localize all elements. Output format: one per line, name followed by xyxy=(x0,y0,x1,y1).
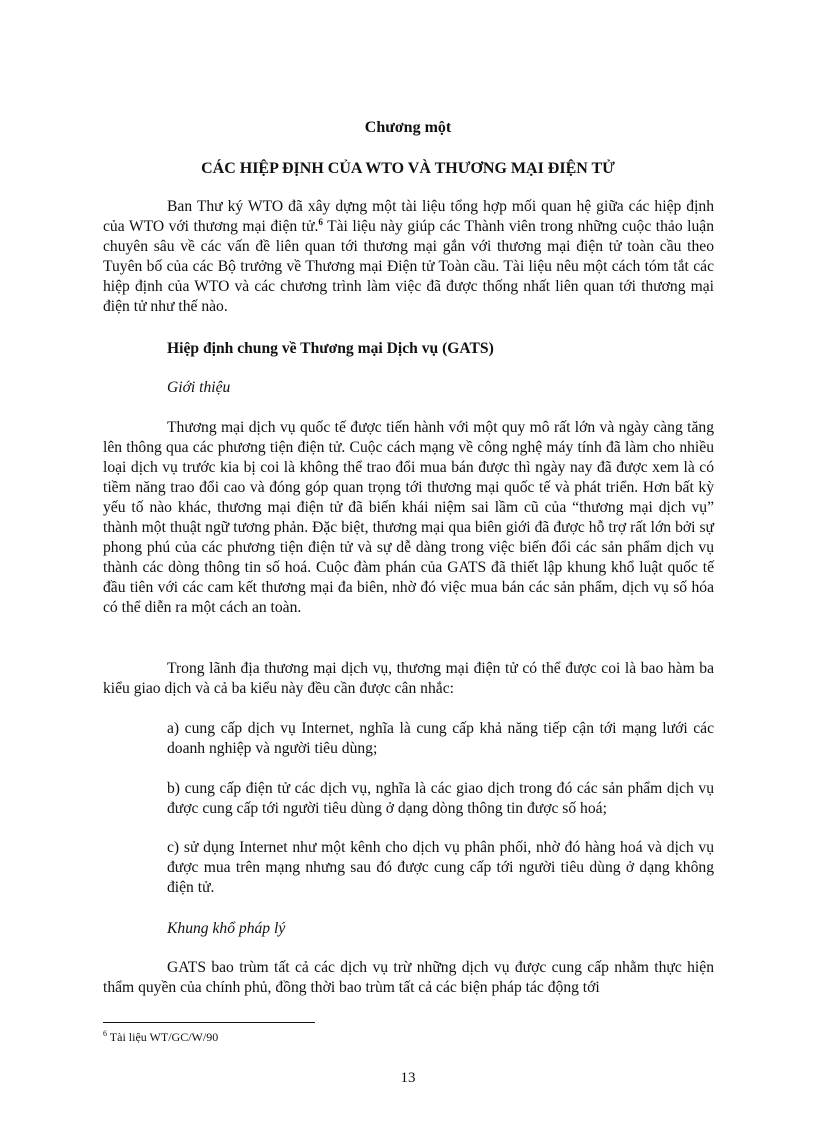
intro-paragraph xyxy=(103,197,714,317)
footnote-number: 6 xyxy=(103,1029,107,1038)
paragraph-legal-framework: GATS bao trùm tất cả các dịch vụ trừ những dịch vụ được cung cấp nhằm thực hiện thẩm quyền của chính phủ, đồng thời bao trùm tất cả các biện pháp tác động tới xyxy=(103,959,714,996)
section-heading-gats: Hiệp định chung về Thương mại Dịch vụ (GATS) xyxy=(167,340,494,357)
paragraph-services-trade: Thương mại dịch vụ quốc tế được tiến hành với một quy mô rất lớn và ngày càng tăng lên thông qua các phương tiện điện tử. Cuộc cách mạng về công nghệ máy tính đã làm cho nhiều loại dịch vụ trước kia bị coi là không thể trao đổi mua bán được thì ngày nay đã được xem là có tiềm năng trao đổi cao và đóng góp quan trọng tới thương mại quốc tế và phát triển. Hơn bất kỳ yếu tố nào khác, thương mại điện tử đã biến khái niệm sai lầm cũ của “thương mại dịch vụ” thành một thuật ngữ tương phản. Đặc biệt, thương mại qua biên giới đã được hỗ trợ rất lớn bởi sự phong phú của các phương tiện điện tử và sự dễ dàng trong việc biến đổi các sản phẩm dịch vụ thành các dòng thông tin số hoá. Cuộc đàm phán của GATS đã thiết lập khung khổ luật quốc tế đầu tiên với các cam kết thương mại đa biên, nhờ đó việc mua bán các sản phẩm, dịch vụ số hóa có thể diễn ra một cách an toàn. xyxy=(103,419,714,616)
list-item-b: b) cung cấp điện tử các dịch vụ, nghĩa là các giao dịch trong đó các sản phẩm dịch vụ được cung cấp tới người tiêu dùng ở dạng dòng thông tin được số hoá; xyxy=(167,780,714,817)
paragraph-transaction-types: Trong lãnh địa thương mại dịch vụ, thương mại điện tử có thể được coi là bao hàm ba kiểu giao dịch và cả ba kiểu này đều cần được cân nhắc: xyxy=(103,660,714,697)
intro-text-continued: Tài liệu này giúp các Thành viên trong những cuộc thảo luận chuyên sâu về các vấn đề liên quan tới thương mại gắn với thương mại điện tử toàn cầu theo Tuyên bố của các Bộ trưởng về Thương mại Điện tử Toàn cầu. Tài liệu nêu một cách tóm tắt các hiệp định của WTO và các chương trình làm việc đã được thống nhất liên quan tới thương mại điện tử như thế nào. xyxy=(103,218,714,315)
intro-text: Ban Thư ký WTO đã xây dựng một tài liệu tổng hợp mối quan hệ giữa các hiệp định của WTO với thương mại điện tử. xyxy=(103,198,714,235)
footnote-text: Tài liệu WT/GC/W/90 xyxy=(107,1030,219,1044)
footnote-reference[interactable]: 6 xyxy=(318,216,323,227)
chapter-label: Chương một xyxy=(364,119,452,136)
list-item-c: c) sử dụng Internet như một kênh cho dịch vụ phân phối, nhờ đó hàng hoá và dịch vụ được mua trên mạng nhưng sau đó được cung cấp tới người tiêu dùng ở dạng không điện tử. xyxy=(167,839,714,896)
subheading-legal-framework: Khung khổ pháp lý xyxy=(167,920,286,937)
footnote xyxy=(103,1030,218,1044)
list-item-a: a) cung cấp dịch vụ Internet, nghĩa là cung cấp khả năng tiếp cận tới mạng lưới các doanh nghiệp và người tiêu dùng; xyxy=(167,720,714,757)
subheading-introduction: Giới thiệu xyxy=(167,379,231,396)
page-number: 13 xyxy=(400,1070,416,1086)
chapter-title: CÁC HIỆP ĐỊNH CỦA WTO VÀ THƯƠNG MẠI ĐIỆN TỬ xyxy=(201,160,615,177)
footnote-divider xyxy=(103,1022,315,1023)
